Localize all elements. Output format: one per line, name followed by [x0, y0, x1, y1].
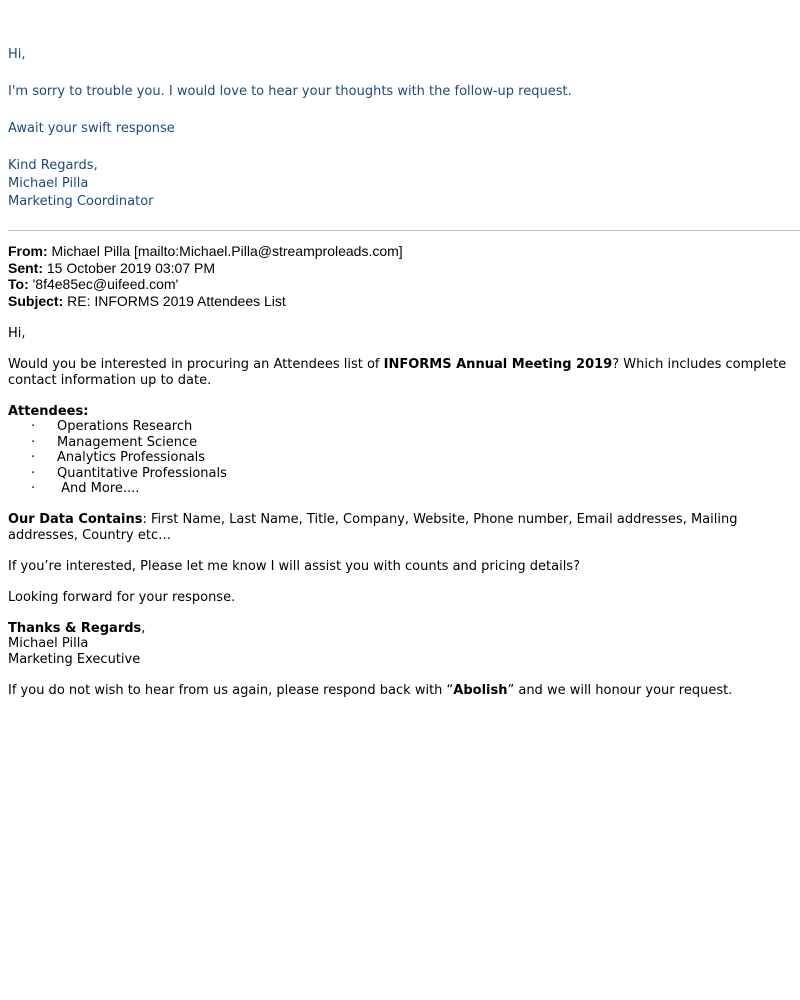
bullet-icon: · [31, 434, 36, 450]
from-label: From: [8, 243, 48, 259]
list-item-label: And More.... [57, 481, 140, 496]
list-item-label: Quantitative Professionals [57, 465, 227, 481]
reply-sender-title: Marketing Coordinator [8, 194, 154, 209]
interest-line: If you’re interested, Please let me know I will assist you with counts and pricing details? [8, 558, 580, 574]
reply-line-1: I'm sorry to trouble you. I would love to hear your thoughts with the follow-up request. [8, 84, 572, 99]
list-item-label: Management Science [57, 434, 198, 450]
event-name: INFORMS Annual Meeting 2019 [383, 357, 613, 372]
unsubscribe-text-end: ” and we will honour your request. [507, 682, 733, 698]
reply-sender-name: Michael Pilla [8, 176, 89, 191]
unsubscribe-text: If you do not wish to hear from us again, please respond back with “ [8, 682, 454, 698]
intro-paragraph [8, 357, 792, 388]
thanks-comma: , [141, 620, 146, 636]
bullet-icon: · [31, 481, 36, 496]
data-contains-label: Our Data Contains [8, 512, 143, 527]
to-row [8, 276, 792, 293]
subject-label: Subject: [8, 292, 64, 309]
signature-name: Michael Pilla [8, 636, 89, 651]
original-message [8, 326, 792, 698]
reply-line-2: Await your swift response [8, 121, 175, 136]
data-contains-paragraph [8, 512, 792, 543]
thanks-label: Thanks & Regards [8, 620, 142, 636]
quoted-header [8, 239, 792, 309]
sent-label: Sent: [8, 259, 43, 276]
reply-greeting: Hi, [8, 47, 26, 62]
sent-row [8, 260, 792, 277]
list-item [8, 466, 792, 482]
to-label: To: [8, 276, 29, 292]
unsubscribe-line [8, 683, 792, 699]
subject-value: RE: INFORMS 2019 Attendees List [63, 292, 286, 309]
attendees-label: Attendees: [8, 403, 89, 419]
list-item [8, 435, 792, 451]
list-item-label: Analytics Professionals [57, 450, 206, 465]
bullet-icon: · [31, 419, 36, 434]
list-item [8, 419, 792, 435]
unsubscribe-keyword: Abolish [453, 682, 508, 698]
bullet-icon: · [31, 450, 36, 465]
list-item-label: Operations Research [57, 419, 193, 434]
intro-text: Would you be interested in procuring an Attendees list of [8, 357, 384, 372]
intro-text-end: ? Which includes complete contact information up to date. [8, 357, 787, 388]
bullet-icon: · [31, 465, 36, 481]
subject-row [8, 293, 792, 310]
attendees-heading [8, 404, 792, 420]
data-contains-value: : First Name, Last Name, Title, Company, Website, Phone number, Email addresses, Mailing addresses, Country etc… [8, 512, 738, 543]
from-row [8, 243, 792, 260]
reply-closing: Kind Regards, [8, 158, 98, 173]
looking-forward-line: Looking forward for your response. [8, 589, 236, 605]
from-value[interactable]: Michael Pilla [mailto:Michael.Pilla@streamproleads.com] [47, 243, 403, 259]
sent-value: 15 October 2019 03:07 PM [43, 259, 215, 276]
reply-message [8, 0, 792, 211]
original-greeting: Hi, [8, 326, 26, 341]
attendees-list [8, 419, 792, 497]
quoted-divider [8, 230, 800, 231]
thanks-line [8, 621, 792, 637]
signature-title: Marketing Executive [8, 651, 141, 667]
to-value: '8f4e85ec@uifeed.com' [28, 276, 179, 292]
list-item [8, 481, 792, 497]
list-item [8, 450, 792, 466]
